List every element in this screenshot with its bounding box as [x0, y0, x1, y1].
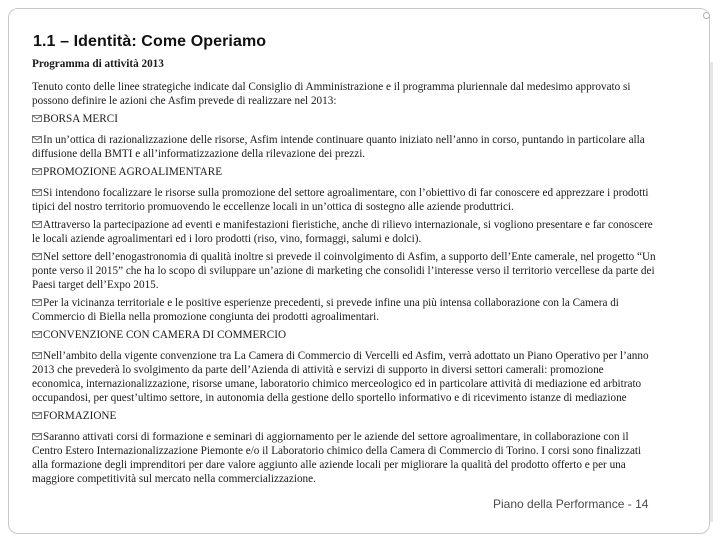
section-heading-text: BORSA MERCI: [43, 113, 118, 125]
section-heading-text: FORMAZIONE: [43, 410, 117, 422]
list-item: [32, 296, 656, 324]
slide-title: 1.1 – Identità: Come Operiamo: [33, 33, 267, 50]
section-heading-text: PROMOZIONE AGROALIMENTARE: [43, 166, 223, 178]
list-item-text: Nel settore dell’enogastronomia di qualità inoltre si prevede il coinvolgimento di Asfim, a supporto dell’Ente camerale, nel progetto “Un ponte verso il 2015” che ha lo scopo di sviluppare un’azione di marketing che consolidi l’interesse verso il territorio vercellese da parte dei Paesi target dell’Expo 2015.: [32, 251, 656, 291]
envelope-icon: [32, 432, 42, 441]
scroll-track: [710, 62, 713, 522]
list-item-text: Attraverso la partecipazione ad eventi e manifestazioni fieristiche, anche di rilievo internazionale, si vogliono presentare e far conoscere le locali aziende agroalimentari ed i loro prodotti (riso, vino, formaggi, salumi e dolci).: [32, 219, 653, 245]
list-item: [32, 430, 656, 486]
list-item-text: Saranno attivati corsi di formazione e seminari di aggiornamento per le aziende del settore agroalimentare, in collaborazione con il Centro Estero Internazionalizzazione Piemonte e/o il Laboratorio chimico della Camera di Commercio di Torino. I corsi sono finalizzati alla formazione degli imprenditori per dare valore aggiunto alle aziende locali per migliorare la qualità del prodotto offerto e per una maggiore competitività sul mercato nella commercializzazione.: [32, 431, 642, 485]
envelope-icon: [32, 114, 42, 123]
page-footer: Piano della Performance - 14: [493, 497, 649, 511]
envelope-icon: [32, 252, 42, 261]
list-item: [32, 218, 656, 246]
section-heading: [32, 112, 656, 126]
slide-subtitle: Programma di attività 2013: [32, 58, 164, 70]
frame-corner-mark: [703, 12, 710, 19]
envelope-icon: [32, 167, 42, 176]
section-heading: [32, 409, 656, 423]
list-item: [32, 250, 656, 292]
envelope-icon: [32, 411, 42, 420]
envelope-icon: [32, 220, 42, 229]
list-item: [32, 186, 656, 214]
list-item-text: Si intendono focalizzare le risorse sulla promozione del settore agroalimentare, con l’obiettivo di far conoscere ed apprezzare i prodotti tipici del nostro territorio promuovendo le eccellenze locali in un’ottica di sostegno alle aziende produttrici.: [32, 187, 649, 213]
list-item-text: In un’ottica di razionalizzazione delle risorse, Asfim intende continuare quanto iniziato nell’anno in corso, puntando in particolare alla diffusione della BMTI e all’informatizzazione della rilevazione dei prezzi.: [32, 134, 645, 160]
bullet-list: [32, 112, 656, 486]
slide-body: [32, 57, 656, 490]
list-item: [32, 349, 656, 405]
intro-paragraph: Tenuto conto delle linee strategiche indicate dal Consiglio di Amministrazione e il programma pluriennale dal medesimo approvato si possono definire le azioni che Asfim prevede di realizzare nel 2013:: [32, 81, 631, 107]
list-item-text: Nell’ambito della vigente convenzione tra La Camera di Commercio di Vercelli ed Asfim, verrà adottato un Piano Operativo per l’anno 2013 che prevederà lo svolgimento da parte dell’Azienda di attività e servizi di supporto in diversi settori camerali: promozione economica, internazionalizzazione, risorse umane, laboratorio chimico merceologico ed in particolare attività di mediazione ed arbitrato occupandosi, per quest’ultimo settore, in autonomia della gestione dello sportello informativo e di ricevimento istanze di mediazione: [32, 350, 649, 404]
envelope-icon: [32, 330, 42, 339]
section-heading-text: CONVENZIONE CON CAMERA DI COMMERCIO: [43, 329, 287, 341]
list-item-text: Per la vicinanza territoriale e le positive esperienze precedenti, si prevede infine una più intensa collaborazione con la Camera di Commercio di Biella nella promozione congiunta dei prodotti agroalimentari.: [32, 297, 619, 323]
envelope-icon: [32, 188, 42, 197]
envelope-icon: [32, 135, 42, 144]
envelope-icon: [32, 298, 42, 307]
section-heading: [32, 328, 656, 342]
list-item: [32, 133, 656, 161]
section-heading: [32, 165, 656, 179]
envelope-icon: [32, 351, 42, 360]
